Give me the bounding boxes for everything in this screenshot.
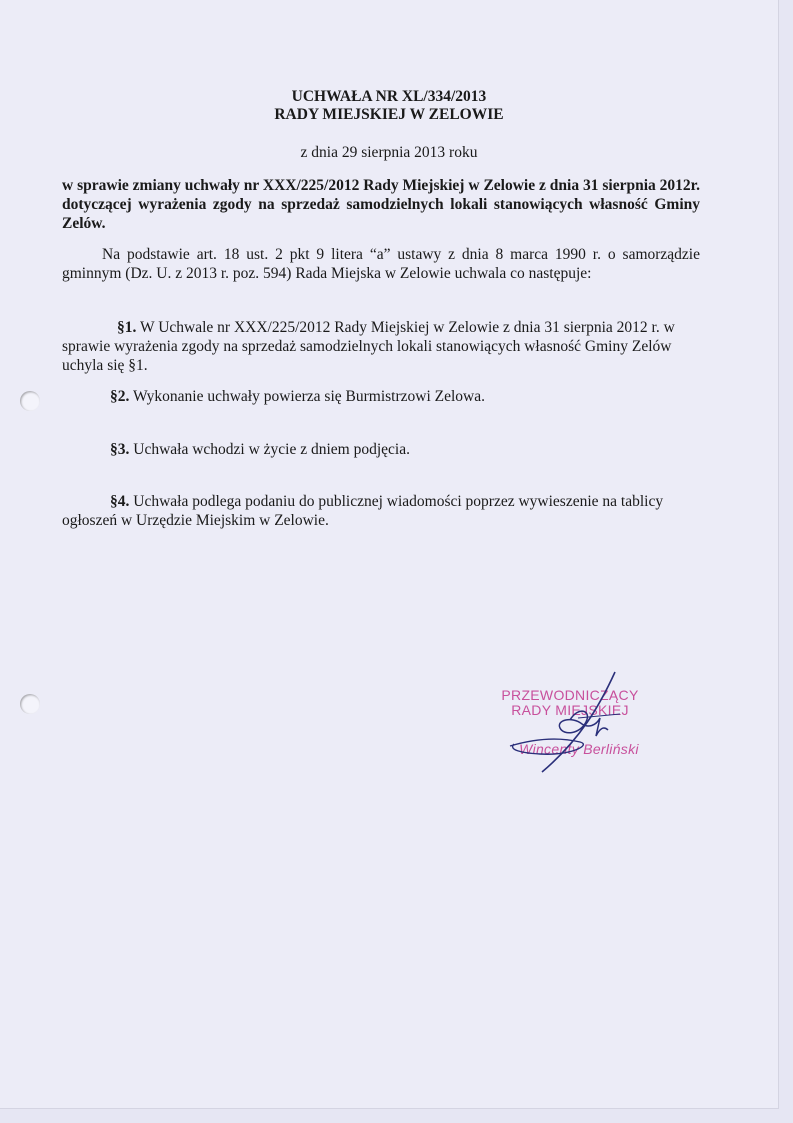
punch-hole-top xyxy=(20,391,40,411)
resolution-title xyxy=(0,88,778,124)
paragraph-3 xyxy=(62,440,700,459)
resolution-date: z dnia 29 sierpnia 2013 roku xyxy=(300,144,478,161)
resolution-subject: w sprawie zmiany uchwały nr XXX/225/2012 Rady Miejskiej w Zelowie z dnia 31 sierpnia 2012r. dotyczącej wyrażenia zgody na sprzedaż samodzielnych lokali stanowiących własność Gminy Zelów. xyxy=(62,177,700,232)
stamp-name: Wincenty Berliński xyxy=(519,741,639,757)
stamp-line-2: RADY MIEJSKIEJ xyxy=(511,702,629,718)
paragraph-3-text: Uchwała wchodzi w życie z dniem podjęcia. xyxy=(129,441,410,458)
paragraph-2 xyxy=(62,387,700,406)
paragraph-1-text: W Uchwale nr XXX/225/2012 Rady Miejskiej w Zelowie z dnia 31 sierpnia 2012 r. w sprawie wyrażenia zgody na sprzedaż samodzielnych lokali stanowiących własność Gminy Zelów uchyla się §1. xyxy=(62,319,675,374)
paragraph-1 xyxy=(62,318,682,375)
paragraph-4-text: Uchwała podlega podaniu do publicznej wiadomości poprzez wywieszenie na tablicy ogłoszeń w Urzędzie Miejskim w Zelowie. xyxy=(62,493,664,529)
title-line-1: UCHWAŁA NR XL/334/2013 xyxy=(291,88,487,105)
paragraph-2-number: §2. xyxy=(110,388,130,405)
title-line-2: RADY MIEJSKIEJ W ZELOWIE xyxy=(274,106,504,123)
legal-basis-paragraph: Na podstawie art. 18 ust. 2 pkt 9 litera “a” ustawy z dnia 8 marca 1990 r. o samorządzie gminnym (Dz. U. z 2013 r. poz. 594) Rada Miejska w Zelowie uchwala co następuje: xyxy=(62,246,700,282)
paragraph-4-number: §4. xyxy=(110,493,130,510)
paragraph-4 xyxy=(62,492,682,530)
paragraph-1-number: §1. xyxy=(117,319,137,336)
paragraph-3-number: §3. xyxy=(110,441,130,458)
stamp-line-1: PRZEWODNICZĄCY xyxy=(501,687,639,703)
paragraph-2-text: Wykonanie uchwały powierza się Burmistrzowi Zelowa. xyxy=(129,388,485,405)
punch-hole-bottom xyxy=(20,694,40,714)
handwritten-signature xyxy=(500,670,640,775)
